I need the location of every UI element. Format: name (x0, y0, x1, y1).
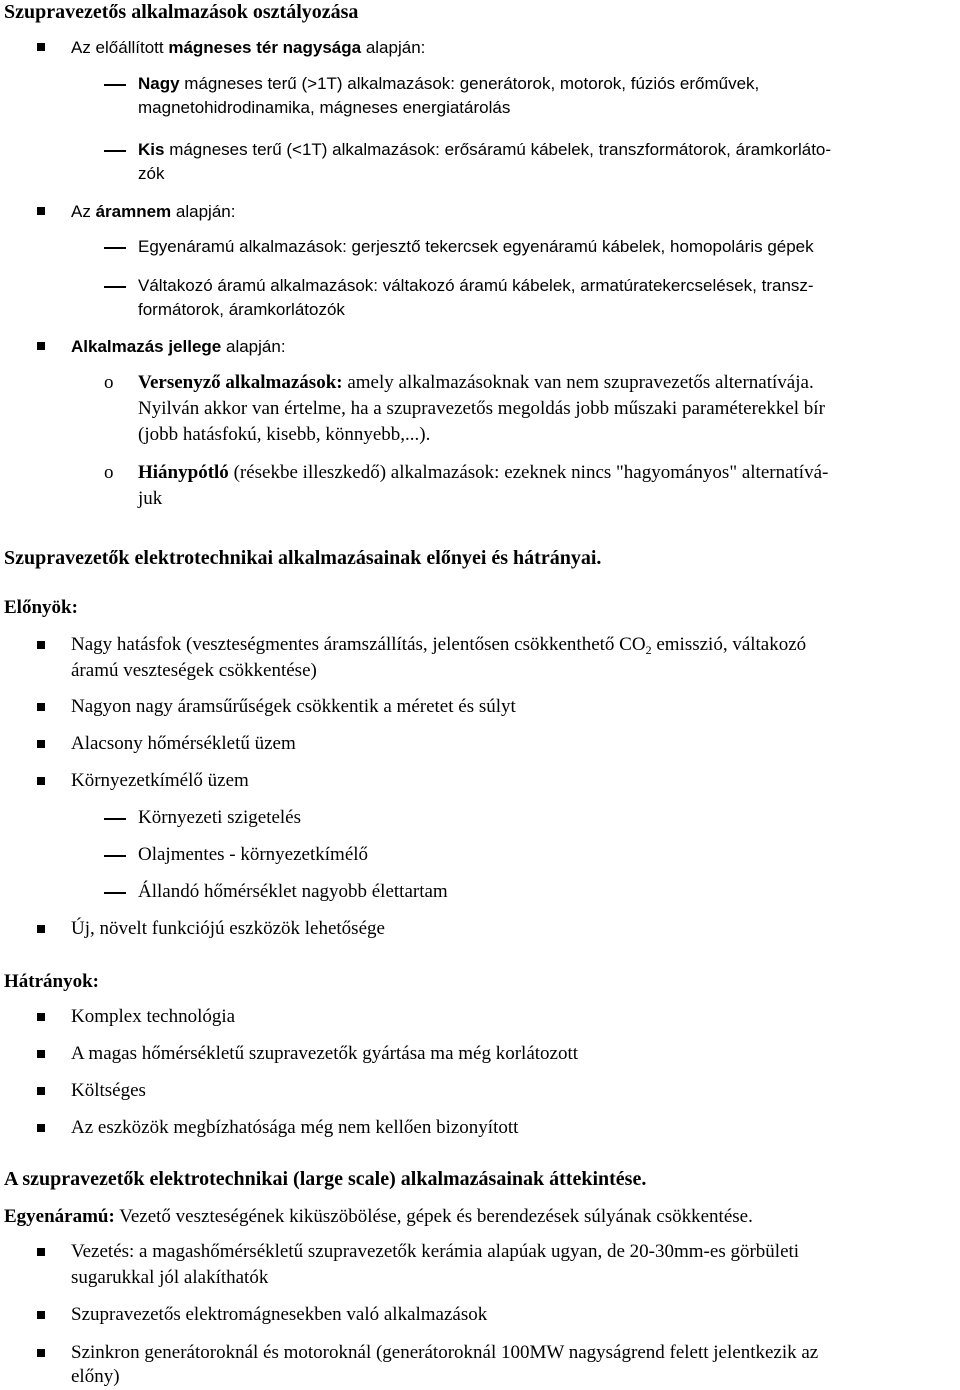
section1-b3-o1-line1: Versenyző alkalmazások: amely alkalmazásoknak van nem szupravezetős alternatívája. (138, 372, 814, 393)
dc-item-1-line1: Vezetés: a magashőmérsékletű szupravezetők kerámia alapúak ugyan, de 20-30mm-es görbületi (71, 1241, 800, 1262)
cons-title: Hátrányok: (4, 971, 99, 992)
pros-item-3: Alacsony hőmérsékletű üzem (71, 733, 296, 754)
bullet-icon (37, 1248, 45, 1256)
circle-bullet-icon: o (104, 462, 114, 483)
dash-icon (104, 892, 126, 894)
dash-icon (104, 855, 126, 857)
bullet-icon (37, 1349, 45, 1357)
section1-b3: Alkalmazás jellege alapján: (71, 337, 286, 356)
section1-b3-o2-line1: Hiánypótló (résekbe illeszkedő) alkalmazások: ezeknek nincs "hagyományos" alternatívá- (138, 462, 829, 483)
cons-item-1: Komplex technológia (71, 1006, 236, 1027)
bullet-icon (37, 740, 45, 748)
bullet-icon (37, 641, 45, 649)
bullet-icon (37, 703, 45, 711)
bullet-icon (37, 342, 45, 350)
pros-item-2: Nagyon nagy áramsűrűségek csökkentik a méretet és súlyt (71, 696, 516, 717)
pros-item-1-line2: áramú veszteségek csökkentése) (71, 660, 317, 681)
dash-icon (104, 818, 126, 820)
cons-item-2: A magas hőmérsékletű szupravezetők gyártása ma még korlátozott (71, 1043, 579, 1064)
dc-item-3-line2: előny) (71, 1366, 120, 1387)
section1-b1-d2-line2: zók (138, 164, 165, 183)
bullet-icon (37, 925, 45, 933)
section1-b3-o2-line2: juk (138, 488, 163, 509)
section1-b1-d2-line1: Kis mágneses terű (<1T) alkalmazások: erősáramú kábelek, transzformátorok, áramkorláto- (138, 140, 832, 159)
pros-item-4-sub-2: Olajmentes - környezetkímélő (138, 844, 369, 865)
section1-b2: Az áramnem alapján: (71, 202, 236, 221)
section1-b1: Az előállított mágneses tér nagysága alapján: (71, 38, 426, 57)
pros-item-4-sub-1: Környezeti szigetelés (138, 807, 302, 828)
cons-item-3: Költséges (71, 1080, 146, 1101)
bullet-icon (37, 1087, 45, 1095)
bullet-icon (37, 1311, 45, 1319)
section1-b2-d2-line1: Váltakozó áramú alkalmazások: váltakozó áramú kábelek, armatúratekercselések, transz- (138, 276, 814, 295)
section1-b3-o1-line3: (jobb hatásfokú, kisebb, könnyebb,...). (138, 424, 431, 445)
dc-item-3-line1: Szinkron generátoroknál és motoroknál (generátoroknál 100MW nagyságrend felett jelentkezik az (71, 1342, 819, 1363)
section1-b1-d1-line2: magnetohidrodinamika, mágneses energiatárolás (138, 98, 511, 117)
cons-item-4: Az eszközök megbízhatósága még nem kellően bizonyított (71, 1117, 519, 1138)
section1-b1-d1-line1: Nagy mágneses terű (>1T) alkalmazások: generátorok, motorok, fúziós erőművek, (138, 74, 760, 93)
section1-title: Szupravezetős alkalmazások osztályozása (4, 1, 359, 23)
pros-item-4: Környezetkímélő üzem (71, 770, 249, 791)
section1-b3-o1-line2: Nyilván akkor van értelme, ha a szupravezetős megoldás jobb műszaki paraméterekkel bír (138, 398, 825, 419)
dash-icon (104, 84, 126, 86)
bullet-icon (37, 1050, 45, 1058)
pros-item-1-line1: Nagy hatásfok (veszteségmentes áramszállítás, jelentősen csökkenthető $CO_2$ emisszió, váltakozó (71, 634, 807, 657)
dash-icon (104, 150, 126, 152)
pros-item-5: Új, növelt funkciójú eszközök lehetősége (71, 918, 385, 939)
dc-item-2: Szupravezetős elektromágnesekben való alkalmazások (71, 1304, 488, 1325)
bullet-icon (37, 777, 45, 785)
bullet-icon (37, 207, 45, 215)
section1-b2-d1: Egyenáramú alkalmazások: gerjesztő tekercsek egyenáramú kábelek, homopoláris gépek (138, 237, 814, 256)
pros-title: Előnyök: (4, 597, 78, 618)
pros-item-4-sub-3: Állandó hőmérséklet nagyobb élettartam (138, 881, 448, 902)
dash-icon (104, 286, 126, 288)
bullet-icon (37, 43, 45, 51)
circle-bullet-icon: o (104, 372, 114, 393)
dc-line: Egyenáramú: Vezető veszteségének kiküszöbölése, gépek és berendezések súlyának csökkentése. (4, 1206, 753, 1227)
dc-item-1-line2: sugarukkal jól alakíthatók (71, 1267, 269, 1288)
bullet-icon (37, 1013, 45, 1021)
section2-title: Szupravezetők elektrotechnikai alkalmazásainak előnyei és hátrányai. (4, 547, 602, 569)
dash-icon (104, 247, 126, 249)
bullet-icon (37, 1124, 45, 1132)
section1-b2-d2-line2: formátorok, áramkorlátozók (138, 300, 345, 319)
section3-title: A szupravezetők elektrotechnikai (large scale) alkalmazásainak áttekintése. (4, 1168, 647, 1190)
